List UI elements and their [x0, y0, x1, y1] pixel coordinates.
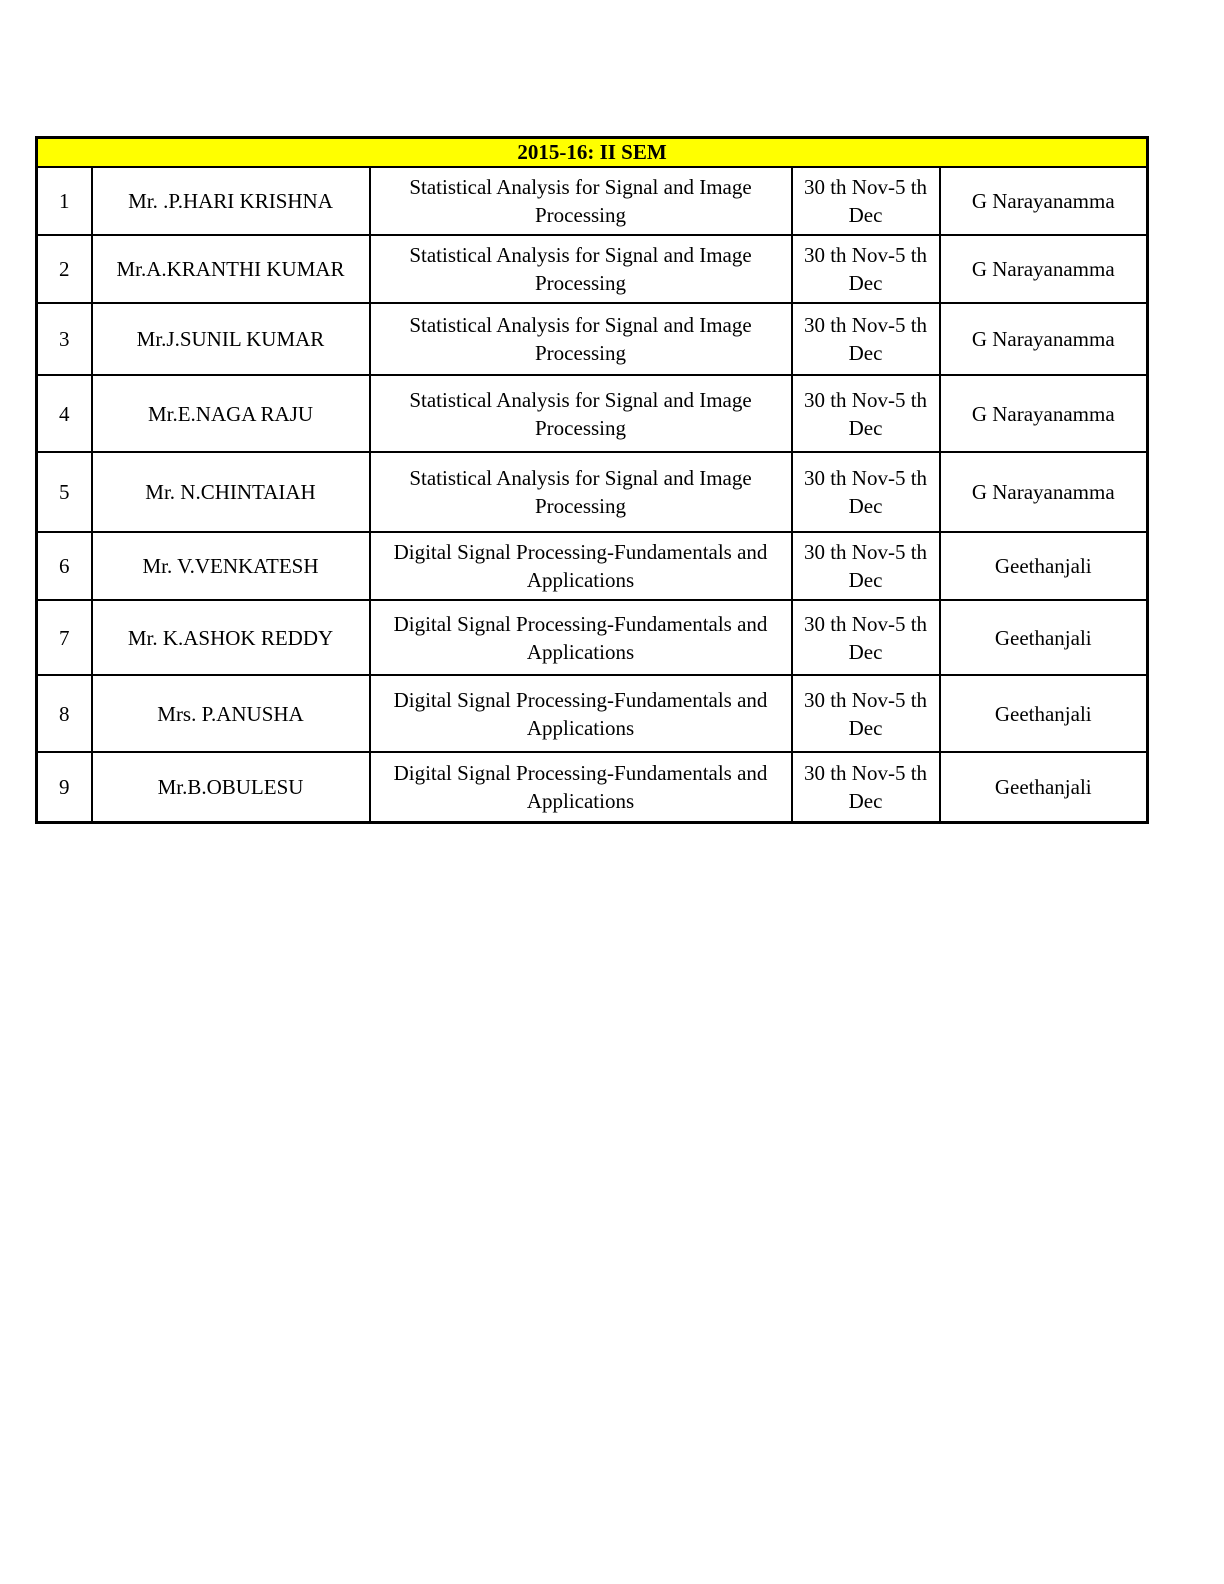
course-dates: 30 th Nov-5 th Dec	[792, 375, 940, 452]
serial-number: 1	[37, 167, 92, 235]
serial-number: 3	[37, 303, 92, 375]
course-dates: 30 th Nov-5 th Dec	[792, 675, 940, 752]
faculty-name: Mr. N.CHINTAIAH	[92, 452, 370, 532]
course-title: Statistical Analysis for Signal and Image Processing	[370, 303, 792, 375]
course-dates: 30 th Nov-5 th Dec	[792, 452, 940, 532]
course-title: Digital Signal Processing-Fundamentals and Applications	[370, 532, 792, 600]
venue: G Narayanamma	[940, 303, 1148, 375]
table-row	[37, 303, 1148, 375]
serial-number: 2	[37, 235, 92, 303]
table-row	[37, 532, 1148, 600]
venue: Geethanjali	[940, 752, 1148, 822]
course-dates: 30 th Nov-5 th Dec	[792, 303, 940, 375]
table-row	[37, 375, 1148, 452]
table-row	[37, 235, 1148, 303]
course-dates: 30 th Nov-5 th Dec	[792, 532, 940, 600]
course-title: Digital Signal Processing-Fundamentals and Applications	[370, 752, 792, 822]
venue: G Narayanamma	[940, 452, 1148, 532]
table-row	[37, 167, 1148, 235]
course-title: Digital Signal Processing-Fundamentals and Applications	[370, 675, 792, 752]
table-row	[37, 675, 1148, 752]
venue: G Narayanamma	[940, 375, 1148, 452]
serial-number: 8	[37, 675, 92, 752]
faculty-name: Mr. V.VENKATESH	[92, 532, 370, 600]
table-row	[37, 452, 1148, 532]
course-title: Statistical Analysis for Signal and Image Processing	[370, 235, 792, 303]
course-title: Statistical Analysis for Signal and Image Processing	[370, 452, 792, 532]
serial-number: 4	[37, 375, 92, 452]
faculty-name: Mr.A.KRANTHI KUMAR	[92, 235, 370, 303]
table-row	[37, 752, 1148, 822]
venue: Geethanjali	[940, 675, 1148, 752]
course-dates: 30 th Nov-5 th Dec	[792, 600, 940, 675]
course-dates: 30 th Nov-5 th Dec	[792, 235, 940, 303]
semester-title: 2015-16: II SEM	[37, 138, 1148, 168]
table-row	[37, 600, 1148, 675]
venue: Geethanjali	[940, 532, 1148, 600]
faculty-name: Mr. K.ASHOK REDDY	[92, 600, 370, 675]
faculty-name: Mr.J.SUNIL KUMAR	[92, 303, 370, 375]
venue: G Narayanamma	[940, 167, 1148, 235]
course-title: Statistical Analysis for Signal and Image Processing	[370, 167, 792, 235]
course-dates: 30 th Nov-5 th Dec	[792, 167, 940, 235]
serial-number: 7	[37, 600, 92, 675]
course-title: Statistical Analysis for Signal and Image Processing	[370, 375, 792, 452]
faculty-name: Mr. .P.HARI KRISHNA	[92, 167, 370, 235]
faculty-name: Mr.B.OBULESU	[92, 752, 370, 822]
venue: Geethanjali	[940, 600, 1148, 675]
venue: G Narayanamma	[940, 235, 1148, 303]
serial-number: 9	[37, 752, 92, 822]
serial-number: 6	[37, 532, 92, 600]
course-dates: 30 th Nov-5 th Dec	[792, 752, 940, 822]
faculty-training-table	[35, 136, 1149, 824]
table-title-row	[37, 138, 1148, 168]
faculty-name: Mr.E.NAGA RAJU	[92, 375, 370, 452]
course-title: Digital Signal Processing-Fundamentals and Applications	[370, 600, 792, 675]
faculty-name: Mrs. P.ANUSHA	[92, 675, 370, 752]
serial-number: 5	[37, 452, 92, 532]
